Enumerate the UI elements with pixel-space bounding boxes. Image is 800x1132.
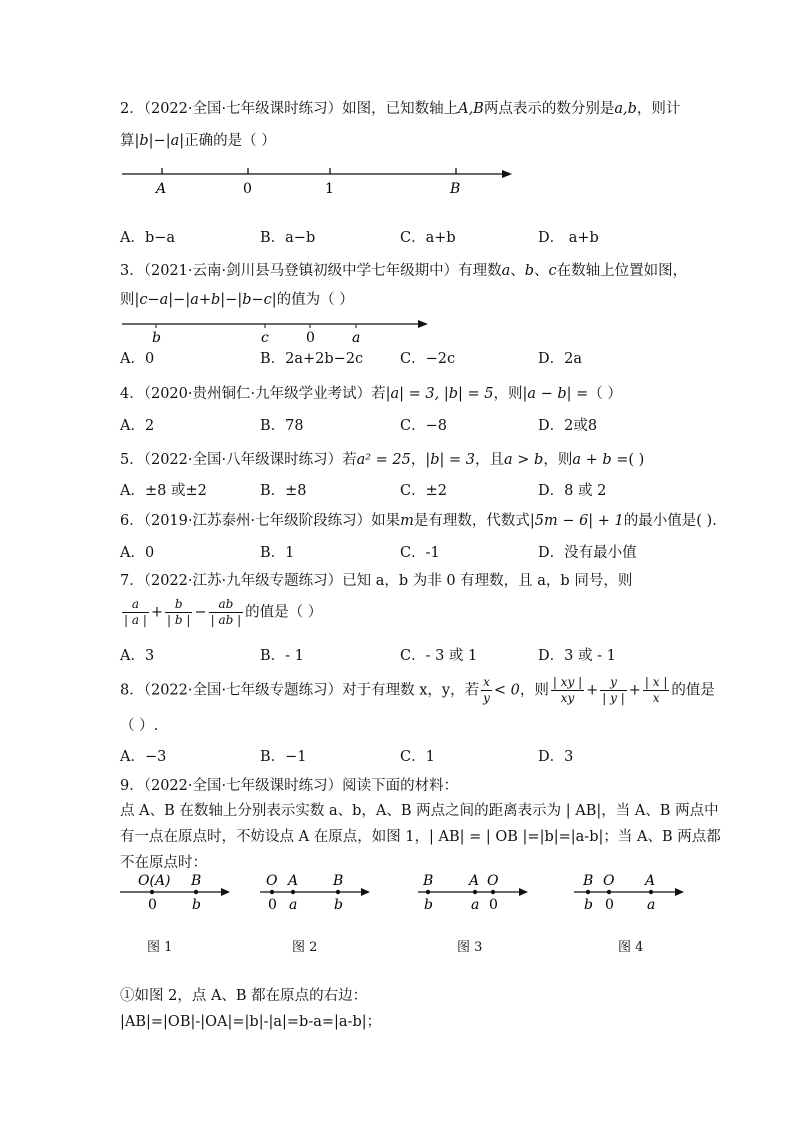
q3-option-b[interactable]: B．2a+2b−2c [260,351,364,367]
q9-fig1-value-b: b [192,897,201,913]
q3-option-c[interactable]: C．−2c [400,351,456,367]
q7-fraction-2: $\frac{b}{| b |}$ [167,597,191,627]
q9-fig1-value-0: 0 [148,897,157,913]
q5-option-c[interactable]: C．±2 [400,483,447,499]
q3-number-line [120,318,440,348]
q6-option-c[interactable]: C．-1 [400,545,440,561]
q4-option-a[interactable]: A．2 [120,418,155,434]
q3-axis-label-c: c [261,330,269,346]
q8-stem-2: （ ）. [120,718,159,734]
q2-number-line [120,160,520,200]
q9-figure-2 [260,872,380,912]
q9-fig2-value-b: b [334,897,343,913]
q7-fraction-3: $\frac{ab}{| ab |}$ [210,597,242,627]
q2-axis-label-0: 0 [243,181,252,197]
q6-option-b[interactable]: B．1 [260,545,295,561]
q9-figure-4 [574,872,694,912]
q4-option-c[interactable]: C．−8 [400,418,447,434]
q9-fig3-value-a: a [471,897,480,913]
q9-fig1-label-b: B [191,873,202,889]
q8-fraction-1: $\frac{| xy |}{xy}$ [552,675,583,705]
q5-option-a[interactable]: A．±8 或±2 [120,483,207,499]
q7-expression: $\frac{a}{| a |}$ + $\frac{b}{| b |}$ − $\frac{ab}{| ab |}$ 的值是（ ） [124,597,323,627]
q7-option-a[interactable]: A．3 [120,648,155,664]
q9-fig2-label-a: A [288,873,299,889]
q9-line-3: 有一点在原点时，不妨设点 A 在原点，如图 1，| AB| = | OB |=|b|=|a-b|；当 A、B 两点都 [120,829,721,845]
q3-option-d[interactable]: D．2a [538,351,582,367]
q7-fraction-1: $\frac{a}{| a |}$ [124,597,147,627]
q8-fraction-3: $\frac{| x |}{x}$ [644,675,668,705]
q4-stem: 4．（2020·贵州铜仁·九年级学业考试）若|a| = 3, |b| = 5，则|a − b| =（ ） [120,386,622,402]
q9-fig2-caption: 图 2 [292,940,318,955]
q6-option-a[interactable]: A．0 [120,545,155,561]
q9-fig4-label-b: B [583,873,594,889]
q9-fig1-label-oa: O(A) [138,873,171,889]
q9-fig2-label-b: B [333,873,344,889]
q9-fig3-label-a: A [469,873,480,889]
q2-option-a[interactable]: A．b−a [120,230,176,246]
q9-line-4: 不在原点时： [120,855,207,871]
q4-option-b[interactable]: B．78 [260,418,304,434]
q5-stem: 5．（2022·全国·八年级课时练习）若a² = 25，|b| = 3，且a > b，则a + b =( ) [120,452,645,468]
q2-option-b[interactable]: B．a−b [260,230,316,246]
q7-stem: 7．（2022·江苏·九年级专题练习）已知 a，b 为非 0 有理数，且 a，b 同号，则 [120,573,633,589]
q9-fig4-caption: 图 4 [618,940,644,955]
q2-option-c[interactable]: C．a+b [400,230,456,246]
q8-condition-fraction: $\frac{x}{y}$ [483,675,490,705]
q7-option-d[interactable]: D．3 或 - 1 [538,648,616,664]
q9-line-6: |AB|=|OB|-|OA|=|b|-|a|=b-a=|a-b|； [120,1014,382,1030]
q9-fig3-label-b: B [423,873,434,889]
q9-fig4-value-b: b [584,897,593,913]
q5-option-d[interactable]: D．8 或 2 [538,483,607,499]
q3-axis-label-a: a [352,330,361,346]
q4-option-d[interactable]: D．2或8 [538,418,598,434]
q9-fig2-label-o: O [266,873,278,889]
q9-fig1-caption: 图 1 [147,940,173,955]
q2-axis-label-1: 1 [325,181,334,197]
q3-option-a[interactable]: A．0 [120,351,155,367]
q9-fig4-label-a: A [645,873,656,889]
q9-figure-3 [418,872,538,912]
q9-figure-1 [120,872,240,912]
q8-option-c[interactable]: C．1 [400,749,435,765]
q8-option-d[interactable]: D．3 [538,749,574,765]
q9-line-2: 点 A、B 在数轴上分别表示实数 a、b，A、B 两点之间的距离表示为 | AB|，当 A、B 两点中 [120,803,719,819]
q6-option-d[interactable]: D．没有最小值 [538,545,637,561]
q2-axis-label-b: B [450,181,461,197]
q9-fig3-caption: 图 3 [457,940,483,955]
q2-line-2: 算|b|−|a|正确的是（ ） [120,133,276,149]
q7-option-b[interactable]: B．- 1 [260,648,304,664]
q8-stem: 8．（2022·全国·七年级专题练习）对于有理数 x，y，若 $\frac{x}{y}$ < 0，则 $\frac{| xy |}{xy}$ + $\frac{y}{| y |}$ + $\frac{| x |}{x}$ 的值是 [120,675,715,705]
q6-stem: 6．（2019·江苏泰州·七年级阶段练习）如果m是有理数，代数式|5m − 6| + 1的最小值是( ). [120,513,717,529]
q9-line-1: 9．（2022·全国·七年级课时练习）阅读下面的材料： [120,778,459,794]
q8-fraction-2: $\frac{y}{| y |}$ [602,675,625,705]
q5-option-b[interactable]: B．±8 [260,483,307,499]
q9-fig2-value-a: a [289,897,298,913]
q2-option-d[interactable]: D． a+b [538,230,599,246]
q9-fig3-value-b: b [424,897,433,913]
q9-fig2-value-0: 0 [268,897,277,913]
q3-axis-label-b: b [152,330,161,346]
q9-fig3-label-o: O [487,873,499,889]
q2-axis-label-a: A [156,181,167,197]
q2-line-1: 2．（2022·全国·七年级课时练习）如图，已知数轴上A,B两点表示的数分别是a,b，则计 [120,101,681,117]
q7-option-c[interactable]: C．- 3 或 1 [400,648,478,664]
q8-option-b[interactable]: B．−1 [260,749,307,765]
q9-fig4-value-0: 0 [605,897,614,913]
q9-fig4-label-o: O [603,873,615,889]
q3-line-2: 则|c−a|−|a+b|−|b−c|的值为（ ） [120,292,354,308]
q3-line-1: 3．（2021·云南·剑川县马登镇初级中学七年级期中）有理数a、b、c在数轴上位置如图， [120,263,688,279]
q3-axis-label-0: 0 [306,330,315,346]
q9-line-5: ①如图 2，点 A、B 都在原点的右边： [120,988,368,1004]
q9-fig3-value-0: 0 [489,897,498,913]
q9-fig4-value-a: a [647,897,656,913]
q8-option-a[interactable]: A．−3 [120,749,167,765]
